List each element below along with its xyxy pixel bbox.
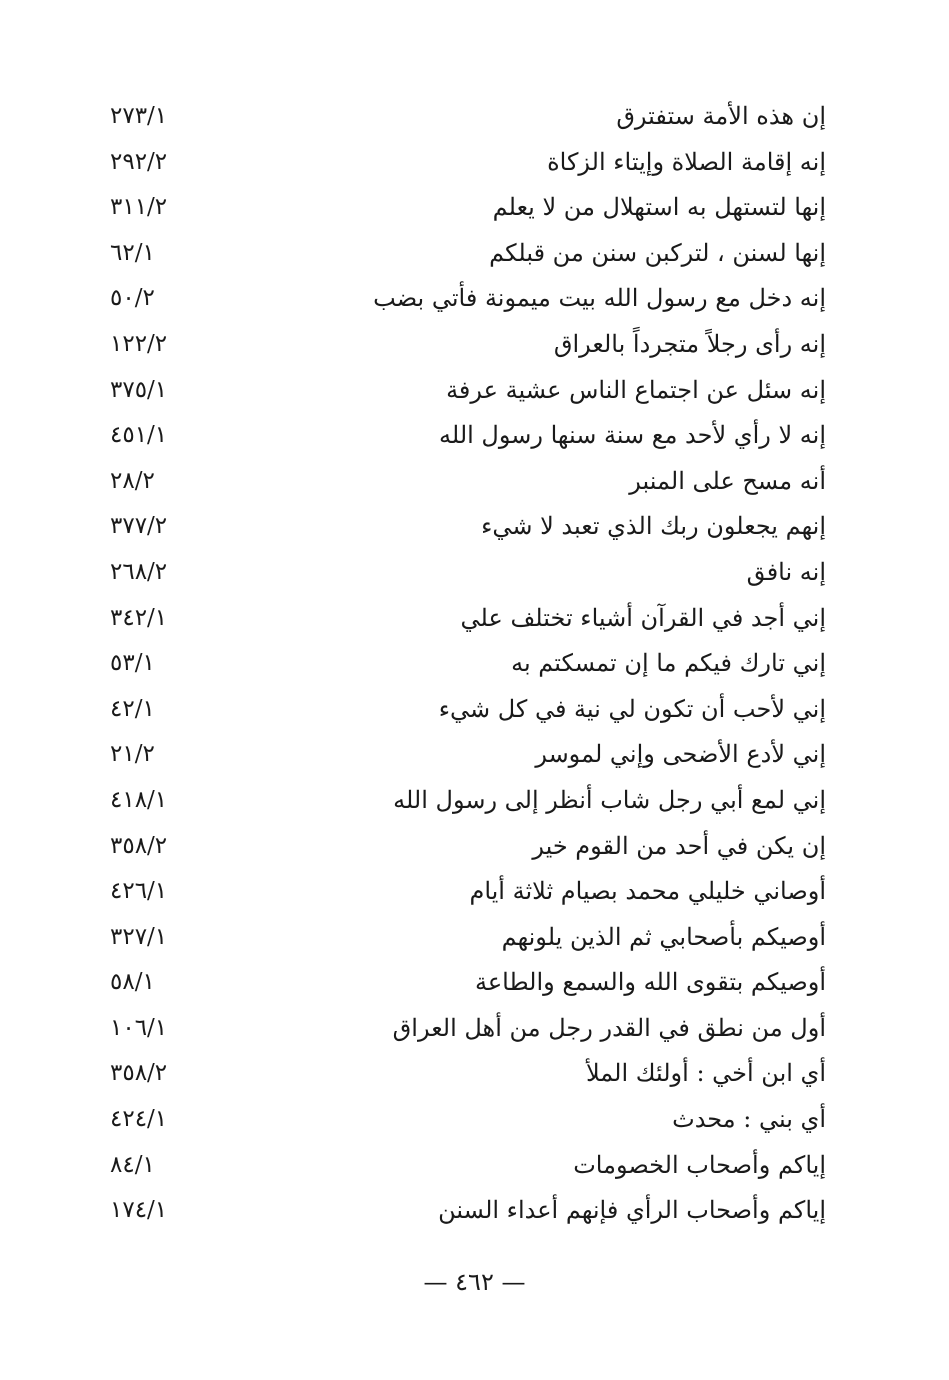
- entry-reference: ٣٧٥/١: [110, 376, 168, 403]
- entry-text: إني لمع أبي رجل شاب أنظر إلى رسول الله: [393, 785, 826, 814]
- entry-text: إني أجد في القرآن أشياء تختلف علي: [460, 603, 826, 632]
- entry-text: إنه لا رأي لأحد مع سنة سنها رسول الله: [439, 421, 826, 450]
- entry-reference: ٣٢٧/١: [110, 923, 168, 950]
- entry-text: إنه رأى رجلاً متجرداً بالعراق: [553, 329, 826, 358]
- entry-reference: ٣١١/٢: [110, 194, 168, 221]
- index-entry: [110, 140, 826, 186]
- index-entry: [110, 231, 826, 277]
- entry-reference: ٨٤/١: [110, 1151, 155, 1178]
- index-entry: [110, 1006, 826, 1052]
- entry-reference: ٢٩٢/٢: [110, 148, 168, 175]
- entry-reference: ٤٢٤/١: [110, 1106, 168, 1133]
- index-entry: [110, 504, 826, 550]
- entry-text: إنها لتستهل به استهلال من لا يعلم: [492, 193, 826, 222]
- entry-text: إني لأدع الأضحى وإني لموسر: [535, 740, 826, 769]
- page-number: — ٤٦٢ —: [423, 1268, 526, 1296]
- entry-text: أول من نطق في القدر رجل من أهل العراق: [392, 1013, 826, 1042]
- entry-text: إنه سئل عن اجتماع الناس عشية عرفة: [446, 375, 826, 404]
- entry-text: إنهم يجعلون ربك الذي تعبد لا شيء: [481, 512, 826, 541]
- entry-reference: ٥٠/٢: [110, 285, 155, 312]
- entry-reference: ٢٨/٢: [110, 467, 155, 494]
- index-entry: [110, 1097, 826, 1143]
- index-entry: [110, 185, 826, 231]
- index-entry: [110, 550, 826, 596]
- entry-text: إني تارك فيكم ما إن تمسكتم به: [511, 649, 826, 678]
- index-entry: [110, 732, 826, 778]
- entry-reference: ٢١/٢: [110, 741, 155, 768]
- index-entry: [110, 276, 826, 322]
- entry-text: أي بني : محدث: [672, 1105, 826, 1134]
- index-entry: [110, 869, 826, 915]
- index-entry: [110, 960, 826, 1006]
- entry-text: إياكم وأصحاب الخصومات: [573, 1150, 826, 1179]
- index-entry: [110, 459, 826, 505]
- entry-reference: ٥٨/١: [110, 969, 155, 996]
- entry-text: إنه دخل مع رسول الله بيت ميمونة فأتي بضب: [373, 284, 826, 313]
- index-entry: [110, 94, 826, 140]
- entry-reference: ٣٥٨/٢: [110, 1060, 168, 1087]
- index-entry: [110, 687, 826, 733]
- entry-reference: ٣٧٧/٢: [110, 513, 168, 540]
- entry-text: إنه إقامة الصلاة وإيتاء الزكاة: [547, 147, 826, 176]
- index-entry: [110, 596, 826, 642]
- entry-reference: ٤٥١/١: [110, 422, 168, 449]
- entry-text: أوصاني خليلي محمد بصيام ثلاثة أيام: [469, 877, 826, 906]
- index-entry: [110, 824, 826, 870]
- index-entry: [110, 1051, 826, 1097]
- entry-reference: ٣٥٨/٢: [110, 832, 168, 859]
- entry-reference: ٢٦٨/٢: [110, 558, 168, 585]
- index-entry: [110, 1143, 826, 1189]
- entry-text: أوصيكم بأصحابي ثم الذين يلونهم: [501, 922, 826, 951]
- entry-reference: ١٢٢/٢: [110, 330, 168, 357]
- index-entry: [110, 915, 826, 961]
- entry-reference: ٣٤٢/١: [110, 604, 168, 631]
- index-entry: [110, 1188, 826, 1234]
- index-entry: [110, 778, 826, 824]
- entry-reference: ٤٢/١: [110, 695, 155, 722]
- entry-text: إني لأحب أن تكون لي نية في كل شيء: [438, 694, 826, 723]
- entry-text: أنه مسح على المنبر: [629, 466, 826, 495]
- entry-text: إن يكن في أحد من القوم خير: [532, 831, 826, 860]
- entry-text: أوصيكم بتقوى الله والسمع والطاعة: [474, 968, 826, 997]
- index-entry: [110, 641, 826, 687]
- index-entry: [110, 368, 826, 414]
- entry-reference: ٢٧٣/١: [110, 103, 168, 129]
- entry-text: إن هذه الأمة ستفترق: [616, 102, 826, 130]
- entry-reference: ٥٣/١: [110, 650, 155, 677]
- entry-text: إياكم وأصحاب الرأي فإنهم أعداء السنن: [438, 1196, 826, 1225]
- hadith-index-list: [110, 94, 826, 1234]
- entry-reference: ٤١٨/١: [110, 786, 168, 813]
- entry-text: أي ابن أخي : أولئك الملأ: [585, 1059, 826, 1088]
- entry-reference: ٤٢٦/١: [110, 878, 168, 905]
- entry-text: إنه نافق: [746, 557, 826, 586]
- index-entry: [110, 413, 826, 459]
- entry-reference: ١٠٦/١: [110, 1014, 168, 1041]
- index-entry: [110, 322, 826, 368]
- entry-reference: ٦٢/١: [110, 239, 155, 266]
- entry-reference: ١٧٤/١: [110, 1197, 168, 1224]
- entry-text: إنها لسنن ، لتركبن سنن من قبلكم: [489, 238, 826, 267]
